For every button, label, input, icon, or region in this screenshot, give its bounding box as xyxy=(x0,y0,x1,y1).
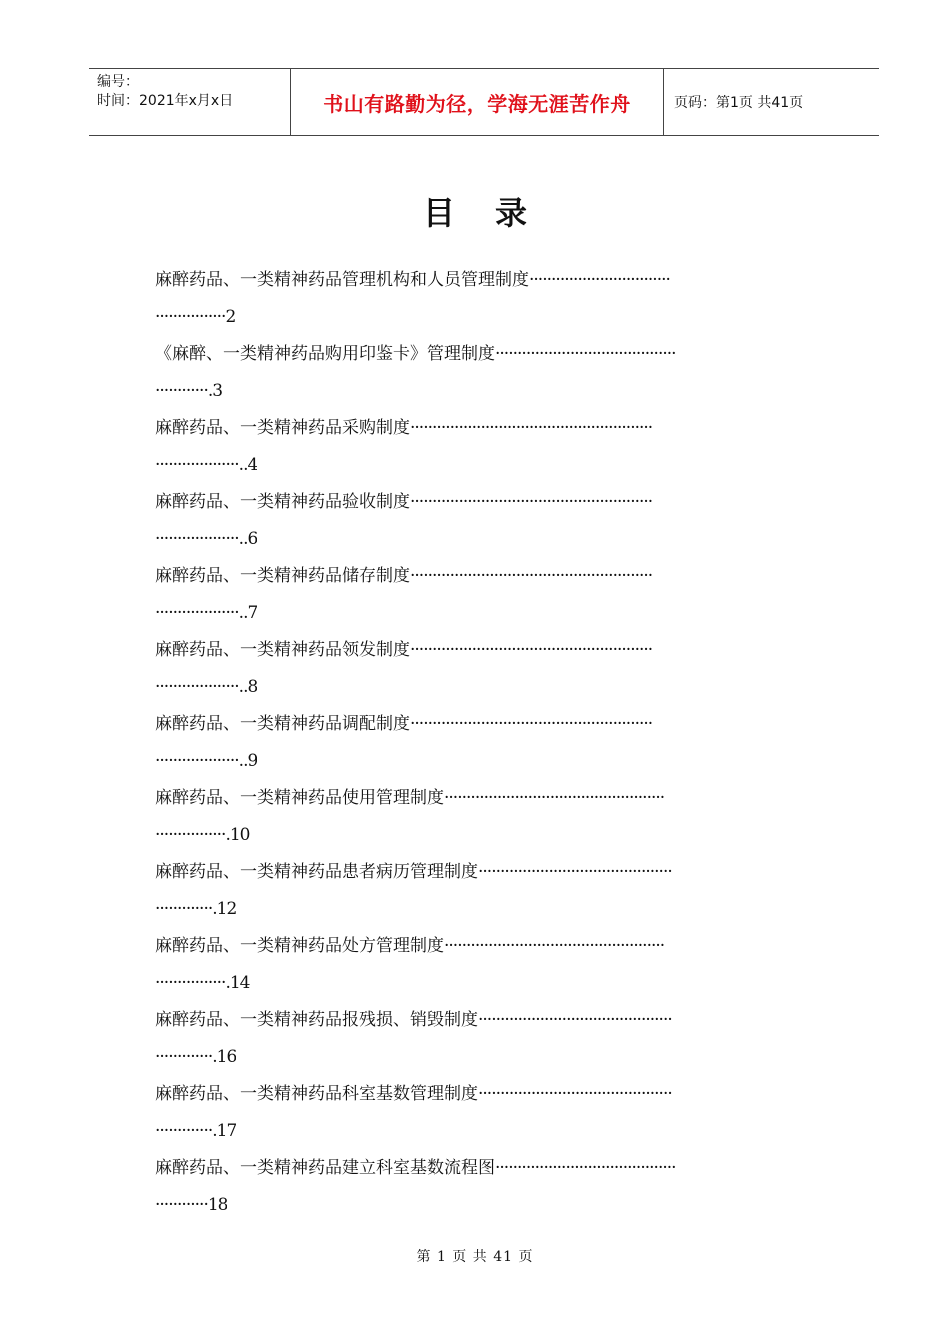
toc-entry[interactable] xyxy=(155,1006,815,1080)
toc-dot-leader: ······················································· xyxy=(410,566,653,586)
toc-dot-leader: ······················································· xyxy=(410,492,653,512)
toc-entry-title: 麻醉药品、一类精神药品患者病历管理制度 xyxy=(155,862,478,882)
toc-dot-leader: ································ xyxy=(529,270,670,290)
toc-entry[interactable] xyxy=(155,1154,815,1228)
header-meta xyxy=(89,69,290,135)
toc-entry-page-number: ···················..6 xyxy=(155,529,258,549)
toc-entry-page-number: ············18 xyxy=(155,1195,228,1215)
toc-entry-page-number: ···················..7 xyxy=(155,603,258,623)
toc-entry-line xyxy=(155,787,807,809)
toc-entry-title: 麻醉药品、一类精神药品管理机构和人员管理制度 xyxy=(155,270,529,290)
toc-entry-page-number: ················2 xyxy=(155,307,236,327)
toc-entry[interactable] xyxy=(155,932,815,1006)
toc-entry[interactable] xyxy=(155,340,815,414)
toc-entry-title: 麻醉药品、一类精神药品建立科室基数流程图 xyxy=(155,1158,495,1178)
toc-entry-line xyxy=(155,935,807,957)
toc-entry-page-number: ················.14 xyxy=(155,973,250,993)
toc-dot-leader: ······················································· xyxy=(410,714,653,734)
toc-entry-title: 麻醉药品、一类精神药品使用管理制度 xyxy=(155,788,444,808)
toc-entry-page-number: ···················..4 xyxy=(155,455,258,475)
toc-entry-page-number: ············.3 xyxy=(155,381,223,401)
toc-entry-line xyxy=(155,565,807,587)
toc-dot-leader: ······················································· xyxy=(410,418,653,438)
toc-dot-leader: ········································· xyxy=(495,344,676,364)
header-motto: 书山有路勤为径，学海无涯苦作舟 xyxy=(323,91,631,116)
toc-entry[interactable] xyxy=(155,266,815,340)
serial-number-label: 编号： xyxy=(97,74,139,90)
toc-entry-title: 麻醉药品、一类精神药品处方管理制度 xyxy=(155,936,444,956)
toc-entry-page-number: ·············.17 xyxy=(155,1121,237,1141)
toc-entry-line xyxy=(155,861,807,883)
toc-dot-leader: ········································· xyxy=(495,1158,676,1178)
toc-entry-line xyxy=(155,713,807,735)
toc-entry[interactable] xyxy=(155,414,815,488)
toc-entry-page-number: ·············.12 xyxy=(155,899,237,919)
toc-entry-line xyxy=(155,1157,807,1179)
toc-entry-line xyxy=(155,1009,807,1031)
toc-dot-leader: ·················································· xyxy=(444,788,665,808)
toc-entry[interactable] xyxy=(155,488,815,562)
toc-entry-title: 麻醉药品、一类精神药品调配制度 xyxy=(155,714,410,734)
toc-entry-line xyxy=(155,417,807,439)
toc-entry[interactable] xyxy=(155,562,815,636)
table-of-contents xyxy=(155,266,815,1228)
toc-entry[interactable] xyxy=(155,710,815,784)
toc-entry-title: 麻醉药品、一类精神药品领发制度 xyxy=(155,640,410,660)
toc-entry-line xyxy=(155,1083,807,1105)
page-title: 目录 xyxy=(422,194,567,232)
toc-entry-page-number: ················.10 xyxy=(155,825,250,845)
toc-entry[interactable] xyxy=(155,1080,815,1154)
toc-dot-leader: ············································ xyxy=(478,1084,672,1104)
toc-entry-page-number: ···················..9 xyxy=(155,751,258,771)
toc-dot-leader: ············································ xyxy=(478,862,672,882)
toc-entry-title: 《麻醉、一类精神药品购用印鉴卡》管理制度 xyxy=(155,344,495,364)
toc-entry[interactable] xyxy=(155,636,815,710)
toc-entry-page-number: ···················..8 xyxy=(155,677,258,697)
toc-entry[interactable] xyxy=(155,858,815,932)
toc-entry-line xyxy=(155,639,807,661)
toc-entry-line xyxy=(155,269,807,291)
toc-dot-leader: ······················································· xyxy=(410,640,653,660)
header-motto-cell xyxy=(290,69,664,135)
toc-dot-leader: ············································ xyxy=(478,1010,672,1030)
toc-entry-title: 麻醉药品、一类精神药品科室基数管理制度 xyxy=(155,1084,478,1104)
toc-entry[interactable] xyxy=(155,784,815,858)
toc-entry-line xyxy=(155,491,807,513)
toc-entry-title: 麻醉药品、一类精神药品采购制度 xyxy=(155,418,410,438)
toc-entry-page-number: ·············.16 xyxy=(155,1047,237,1067)
toc-dot-leader: ·················································· xyxy=(444,936,665,956)
header-page-info: 页码：第1页 共41页 xyxy=(674,95,804,111)
header-page-cell xyxy=(664,69,879,135)
toc-entry-title: 麻醉药品、一类精神药品验收制度 xyxy=(155,492,410,512)
date-label: 时间：2021年x月x日 xyxy=(97,93,234,109)
toc-entry-line xyxy=(155,343,807,365)
page-footer: 第 1 页 共 41 页 xyxy=(416,1249,534,1265)
document-header xyxy=(89,68,879,136)
toc-entry-title: 麻醉药品、一类精神药品储存制度 xyxy=(155,566,410,586)
toc-entry-title: 麻醉药品、一类精神药品报残损、销毁制度 xyxy=(155,1010,478,1030)
